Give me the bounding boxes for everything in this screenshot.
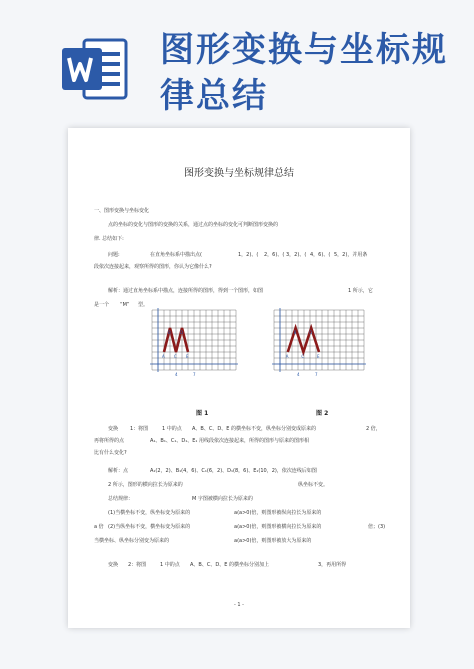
axis-tick-label: 4	[297, 372, 300, 377]
text-line: 纵坐标不变。	[298, 482, 329, 488]
text-line: 1：将图	[130, 426, 149, 432]
figure-2	[272, 306, 374, 382]
figure-1-axis-ticks	[175, 372, 196, 377]
document-title: 图形变换与坐标规律总结	[184, 168, 294, 179]
text-line: 解析：点	[108, 468, 129, 474]
text-line: 变换	[108, 426, 119, 432]
text-line: 变换	[108, 562, 119, 568]
text-line: A₁(2，2)、B₁(4，6)、C₁(6，2)、D₁(8，6)、E₁(10，2)，依次连线后如图	[150, 468, 317, 474]
axis-tick-label: 4	[175, 372, 178, 377]
text-line: “M”	[120, 302, 130, 308]
point-label-d: D	[309, 330, 313, 335]
text-line: A、B、C、D、E 的横坐标分别加上	[190, 562, 269, 568]
text-line: 解析：通过直角坐标系中描点，连接所得的图形，得到一个图形，如图	[108, 288, 264, 294]
axis-tick-label: 7	[315, 372, 318, 377]
text-line: 2 所示，图形的横向拉长为原来的	[108, 482, 183, 488]
point-label-e: E	[317, 354, 320, 359]
text-line: 比有什么变化?	[94, 450, 127, 456]
text-line: A₁、B₁、C₁、D₁、E₁ 用线段依次连接起来，所得的图形与原来的图形相	[150, 438, 309, 444]
text-line: 问题:	[108, 252, 120, 258]
text-line: 2：将图	[128, 562, 147, 568]
text-line: A、B、C、D、E 的横坐标不变，纵坐标分别变成原来的	[192, 426, 316, 432]
text-line: 再将所得的点	[94, 438, 125, 444]
text-line: 是一个	[94, 302, 110, 308]
text-line: 2 倍，	[366, 426, 381, 432]
figure-2-axis-ticks	[297, 372, 318, 377]
figure-1-grid	[150, 308, 238, 372]
text-line: 4，6)、(	[310, 252, 331, 258]
point-label-c: C	[301, 354, 305, 359]
text-line: 总结规律：	[108, 496, 134, 502]
text-line: 2，6)、(	[264, 252, 285, 258]
text-line: 1，2)、(	[238, 252, 259, 258]
text-line: 3，再用所得	[318, 562, 347, 568]
text-line: 型。	[138, 302, 149, 308]
point-label-a: A	[285, 354, 289, 359]
text-line: 在直角坐标系中描出点(	[150, 252, 202, 258]
section-heading: 一、图形变换与坐标变化	[94, 208, 150, 214]
axis-tick-label: 7	[193, 372, 196, 377]
point-label-d: D	[180, 330, 184, 335]
banner-title-line2: 律总结	[160, 76, 268, 116]
point-label-e: E	[186, 354, 189, 359]
text-line: (2)当纵坐标不变，横坐标变为原来的	[108, 524, 191, 530]
figure-2-caption: 图 2	[316, 410, 329, 417]
page-number: - 1 -	[234, 602, 244, 608]
point-label-b: B	[293, 330, 297, 335]
text-line: 律. 总结如下:	[94, 236, 124, 242]
text-line: 段依次连接起来，观察所得的图形，你认为它像什么?	[94, 264, 212, 270]
figure-1	[150, 306, 246, 382]
text-line: 3，2)、(	[286, 252, 307, 258]
point-label-a: A	[162, 354, 165, 359]
text-line: (1)当横坐标不变，纵坐标变为原来的	[108, 510, 191, 516]
document-page	[68, 128, 410, 628]
text-line: a(a>0)倍，则图形被放大为原来的	[234, 538, 312, 544]
text-line: 1 中的点	[160, 562, 180, 568]
banner-title-line1: 图形变换与坐标规	[160, 30, 448, 70]
text-line: 倍；(3)	[368, 524, 386, 530]
figure-2-grid	[272, 308, 366, 372]
text-line: 5，2)，并用条	[334, 252, 368, 258]
point-label-c: C	[174, 354, 177, 359]
header-banner	[0, 0, 474, 118]
figure-1-caption: 图 1	[196, 410, 209, 417]
text-line: M 字图被横向拉长为原来的	[192, 496, 253, 502]
text-line: 当横坐标、纵坐标分别变为原来的	[94, 538, 170, 544]
text-line: a(a>0)倍，则图形被横向拉长为原来的	[234, 524, 322, 530]
text-line: a(a>0)倍，则图形被纵向拉长为原来的	[234, 510, 322, 516]
text-line: 点的坐标的变化与图形的变换的关系，通过点的坐标的变化可判断图形变换的	[108, 222, 279, 228]
text-line: a 倍	[94, 524, 104, 530]
point-label-b: B	[168, 330, 171, 335]
text-line: 1 中的点	[162, 426, 182, 432]
word-document-icon	[60, 38, 130, 100]
text-line: 1 所示，它	[348, 288, 373, 294]
